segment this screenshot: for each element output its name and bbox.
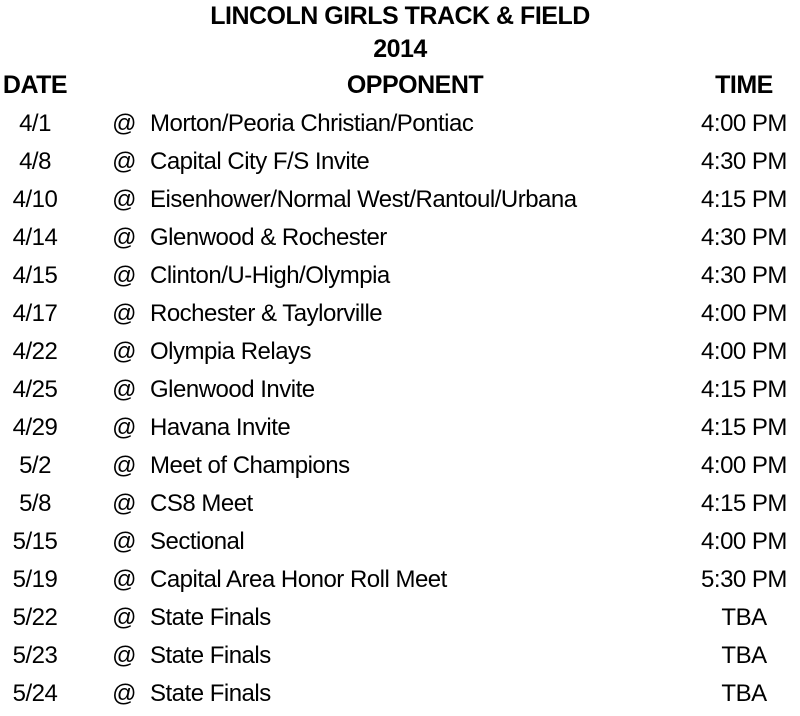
row-time: 4:00 PM: [701, 338, 787, 365]
table-row: [0, 143, 800, 181]
table-row: [0, 219, 800, 257]
at-symbol: @: [112, 338, 136, 365]
row-opponent: Eisenhower/Normal West/Rantoul/Urbana: [150, 186, 577, 213]
row-date: 4/25: [12, 376, 58, 403]
row-date: 5/15: [12, 528, 58, 555]
table-row: [0, 371, 800, 409]
schedule-year: 2014: [373, 35, 427, 63]
row-date: 4/29: [12, 414, 58, 441]
table-row: [0, 257, 800, 295]
table-row: [0, 295, 800, 333]
at-symbol: @: [112, 414, 136, 441]
row-opponent: Havana Invite: [150, 414, 291, 441]
row-opponent: Olympia Relays: [150, 338, 312, 365]
row-time: 4:15 PM: [701, 414, 787, 441]
at-symbol: @: [112, 262, 136, 289]
at-symbol: @: [112, 566, 136, 593]
row-time: 4:00 PM: [701, 528, 787, 555]
row-date: 5/22: [12, 604, 58, 631]
column-header-date: DATE: [2, 71, 68, 99]
row-time: TBA: [721, 604, 767, 631]
schedule-rows: [0, 105, 800, 713]
page-title: LINCOLN GIRLS TRACK & FIELD: [210, 2, 590, 30]
at-symbol: @: [112, 186, 136, 213]
row-time: 4:30 PM: [701, 262, 787, 289]
row-date: 5/8: [19, 490, 51, 517]
row-opponent: CS8 Meet: [150, 490, 253, 517]
at-symbol: @: [112, 110, 136, 137]
table-row: [0, 485, 800, 523]
row-opponent: Sectional: [150, 528, 245, 555]
at-symbol: @: [112, 148, 136, 175]
row-date: 4/14: [12, 224, 58, 251]
row-opponent: Capital City F/S Invite: [150, 148, 370, 175]
at-symbol: @: [112, 642, 136, 669]
at-symbol: @: [112, 528, 136, 555]
table-row: [0, 675, 800, 713]
row-opponent: State Finals: [150, 642, 271, 669]
at-symbol: @: [112, 224, 136, 251]
row-time: 4:15 PM: [701, 186, 787, 213]
table-row: [0, 333, 800, 371]
at-symbol: @: [112, 376, 136, 403]
row-time: 4:15 PM: [701, 490, 787, 517]
row-time: TBA: [721, 642, 767, 669]
row-date: 4/1: [19, 110, 51, 137]
table-row: [0, 181, 800, 219]
row-opponent: State Finals: [150, 680, 271, 707]
row-date: 4/17: [12, 300, 58, 327]
table-row: [0, 105, 800, 143]
row-date: 4/8: [19, 148, 51, 175]
at-symbol: @: [112, 490, 136, 517]
row-time: 4:00 PM: [701, 300, 787, 327]
row-opponent: State Finals: [150, 604, 271, 631]
row-opponent: Meet of Champions: [150, 452, 350, 479]
at-symbol: @: [112, 680, 136, 707]
row-opponent: Glenwood Invite: [150, 376, 315, 403]
table-row: [0, 409, 800, 447]
table-row: [0, 637, 800, 675]
row-opponent: Clinton/U-High/Olympia: [150, 262, 390, 289]
row-time: 4:00 PM: [701, 452, 787, 479]
row-time: 4:00 PM: [701, 110, 787, 137]
row-opponent: Glenwood & Rochester: [150, 224, 387, 251]
table-row: [0, 447, 800, 485]
row-date: 5/23: [12, 642, 58, 669]
row-date: 5/24: [12, 680, 58, 707]
row-time: 4:30 PM: [701, 224, 787, 251]
table-row: [0, 599, 800, 637]
row-time: 4:15 PM: [701, 376, 787, 403]
table-row: [0, 523, 800, 561]
row-date: 5/2: [19, 452, 51, 479]
row-opponent: Capital Area Honor Roll Meet: [150, 566, 447, 593]
table-header-row: [0, 66, 800, 105]
at-symbol: @: [112, 452, 136, 479]
row-opponent: Rochester & Taylorville: [150, 300, 383, 327]
row-date: 4/22: [12, 338, 58, 365]
row-opponent: Morton/Peoria Christian/Pontiac: [150, 110, 474, 137]
row-date: 4/15: [12, 262, 58, 289]
row-time: 5:30 PM: [701, 566, 787, 593]
column-header-opponent: OPPONENT: [346, 71, 484, 99]
at-symbol: @: [112, 300, 136, 327]
column-header-time: TIME: [715, 71, 773, 99]
table-row: [0, 561, 800, 599]
at-symbol: @: [112, 604, 136, 631]
row-date: 4/10: [12, 186, 58, 213]
row-time: TBA: [721, 680, 767, 707]
row-date: 5/19: [12, 566, 58, 593]
row-time: 4:30 PM: [701, 148, 787, 175]
